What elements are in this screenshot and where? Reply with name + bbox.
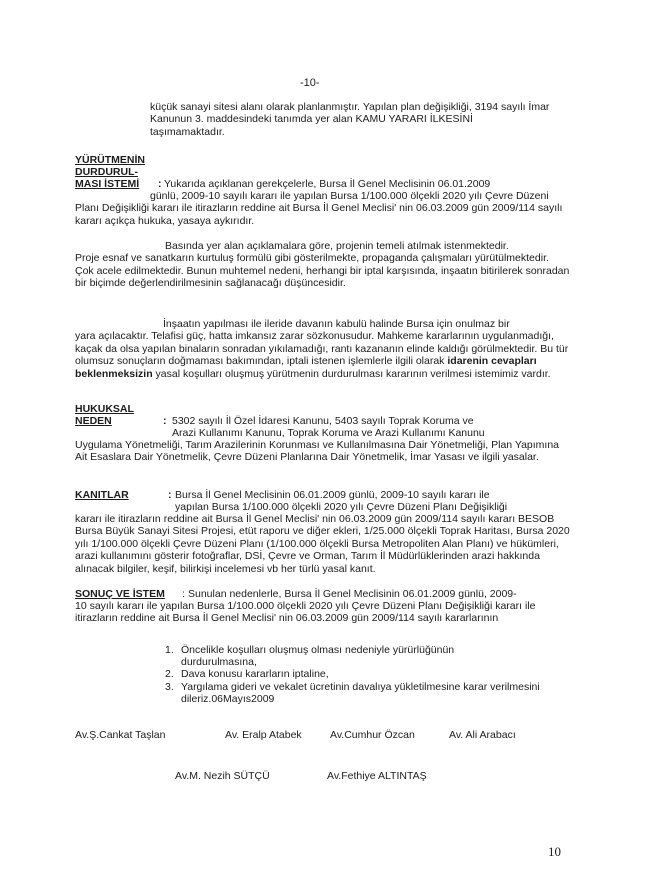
signature-name: Av. Eralp Atabek	[225, 729, 302, 741]
legal-lead-text: 5302 sayılı İl Özel İdaresi Kanunu, 5403 sayılı Toprak Koruma ve	[172, 415, 474, 427]
conclusion-lead-text: Sunulan nedenlerle, Bursa İl Genel Meclisinin 06.01.2009 günlü, 2009-	[188, 588, 517, 600]
paragraph-press-first-line: Basında yer alan açıklamalara göre, projenin temeli atılmak istenmektedir.	[165, 240, 509, 252]
signature-name: Av.Ş.Cankat Taşlan	[75, 729, 166, 741]
signature-name: Av.M. Nezih SÜTÇÜ	[175, 770, 270, 782]
section-body-continuation: günlü, 2009-10 sayılı kararı ile yapılan Bursa 1/100.000 ölçekli 2020 yılı Çevre Düzeni Planı Değişikliği kararı ile itirazların reddine ait Bursa İl Genel Meclisi' nin 06.03.2009 gün 2009/114 sayılı kararı açıkça hukuka, yasaya aykırıdır.	[75, 190, 563, 227]
legal-cont-text-1: Arazi Kullanımı Kanunu, Toprak Koruma ve Arazi Kullanımı Kanunu	[172, 427, 485, 439]
intro-paragraph: küçük sanayi sitesi alanı olarak planlanmıştır. Yapılan plan değişikliği, 3194 sayılı İmar Kanunun 3. maddesindeki tanımda yer alan KAMU YARARI İLKESİNİ taşımamaktadır.	[150, 101, 550, 138]
signature-name: Av.Fethiye ALTINTAŞ	[327, 770, 427, 782]
list-item-text: Yargılama gideri ve vekalet ücretinin davalıya yükletilmesine karar verilmesini dileriz.06Mayıs2009	[181, 681, 540, 706]
legal-heading-line1: HUKUKSAL	[75, 403, 134, 415]
heading-colon: :	[158, 178, 162, 190]
paragraph-damage-text: yara açılacaktır. Telafisi güç, hatta imkansız zarar sözkonusudur. Mahkeme kararlarının uygulanmadığı, kaçak da olsa yapılan binaların sonradan yıkılamadığı, rantı kazananın elinde kaldığı görülmektedir. Bu tür olumsuz sonuçların doğmaması bakımından, iptali istenen işlemlerle ilgili olarak	[75, 330, 569, 368]
page-header-number: -10-	[300, 77, 320, 89]
page-footer-number: 10	[548, 844, 561, 859]
paragraph-press	[75, 240, 570, 290]
evidence-heading: KANITLAR	[75, 489, 129, 501]
list-item-number: 2.	[165, 668, 174, 680]
heading-colon: :	[163, 415, 167, 427]
paragraph-damage	[75, 318, 570, 380]
heading-colon: :	[168, 489, 172, 501]
paragraph-damage-rest	[75, 330, 570, 380]
section-lead-text: Yukarıda açıklanan gerekçelerle, Bursa İl Genel Meclisinin 06.01.2009	[164, 178, 491, 190]
conclusion-cont-text: 10 sayılı kararı ile yapılan Bursa 1/100.000 ölçekli 2020 yılı Çevre Düzeni Planı Değişikliği kararı ile itirazların reddine ait Bursa İl Genel Meclisi' nin 06.03.2009 gün 2009/114 sayılı kararlarının	[75, 600, 536, 625]
section-heading-line3: MASI İSTEMİ	[75, 178, 140, 190]
paragraph-damage-end: yasal koşulları oluşmuş yürütmenin durdurulması kararının verilmesi istemimiz vardır.	[155, 367, 551, 380]
signature-name: Av.Cumhur Özcan	[330, 729, 415, 741]
section-body-text	[75, 190, 570, 227]
evidence-cont-text-2: kararı ile itirazların reddine ait Bursa İl Genel Meclisi' nin 06.03.2009 gün 2009/114 sayılı kararı BESOB Bursa Büyük Sanayi Sitesi Projesi, etüt raporu ve diğer ekleri, 1/25.000 ölçekli Toprak Haritası, Bursa 2020 yılı 1/100.000 ölçekli Çevre Düzeni Planı (1/100.000 ölçekli Bursa Metropoliten Alan Planı) ve hükümleri, arazi kullanımını gösterir fotoğraflar, DSİ, Çevre ve Orman, Tarım İl Müdürlüklerinden arazi hakkında alınacak bilgiler, keşif, bilirkişi incelemesi vb her türlü yasal kanıt.	[75, 513, 570, 575]
heading-colon: :	[182, 588, 185, 600]
list-item-text: Dava konusu kararların iptaline,	[181, 668, 329, 680]
legal-cont-text-2: Uygulama Yönetmeliği, Tarım Arazilerinin Korunması ve Kullanılmasına Dair Yönetmeliği, Plan Yapımına Ait Esaslara Dair Yönetmelik, Çevre Düzeni Planlarına Dair Yönetmelik, İmar Yasası ve ilgili yasalar.	[75, 439, 560, 464]
legal-heading-line2: NEDEN	[75, 415, 112, 427]
list-item-number: 3.	[165, 681, 174, 693]
signature-name: Av. Ali Arabacı	[449, 729, 516, 741]
list-item-text: Öncelikle koşulları oluşmuş olması nedeniyle yürürlüğünün durdurulmasına,	[181, 644, 455, 669]
paragraph-press-rest: Proje esnaf ve sanatkarın kurtuluş formülü gibi gösterilmekte, propaganda çalışmaları yürütülmektedir. Çok acele edilmektedir. Bunun muhtemel nedeni, herhangi bir iptal karşısında, inşaatın bitirilerek sonradan bir biçimde değerlendirilmesinin sağlanacağı düşüncesidir.	[75, 252, 570, 290]
evidence-lead-text: Bursa İl Genel Meclisinin 06.01.2009 günlü, 2009-10 sayılı kararı ile	[175, 489, 490, 501]
conclusion-heading: SONUÇ VE İSTEM	[75, 588, 165, 600]
section-heading-line1: YÜRÜTMENİN	[75, 154, 145, 166]
list-item-number: 1.	[165, 644, 174, 656]
paragraph-damage-bold: idarenin cevapları beklenmeksizin	[75, 355, 537, 380]
paragraph-damage-first-line: İnşaatın yapılması ile ileride davanın kabulü halinde Bursa için onulmaz bir	[163, 318, 510, 330]
evidence-cont-text-1: yapılan Bursa 1/100.000 ölçekli 2020 yılı Çevre Düzeni Planı Değişikliği	[175, 501, 508, 513]
section-heading-line2: DURDURUL-	[75, 166, 138, 178]
